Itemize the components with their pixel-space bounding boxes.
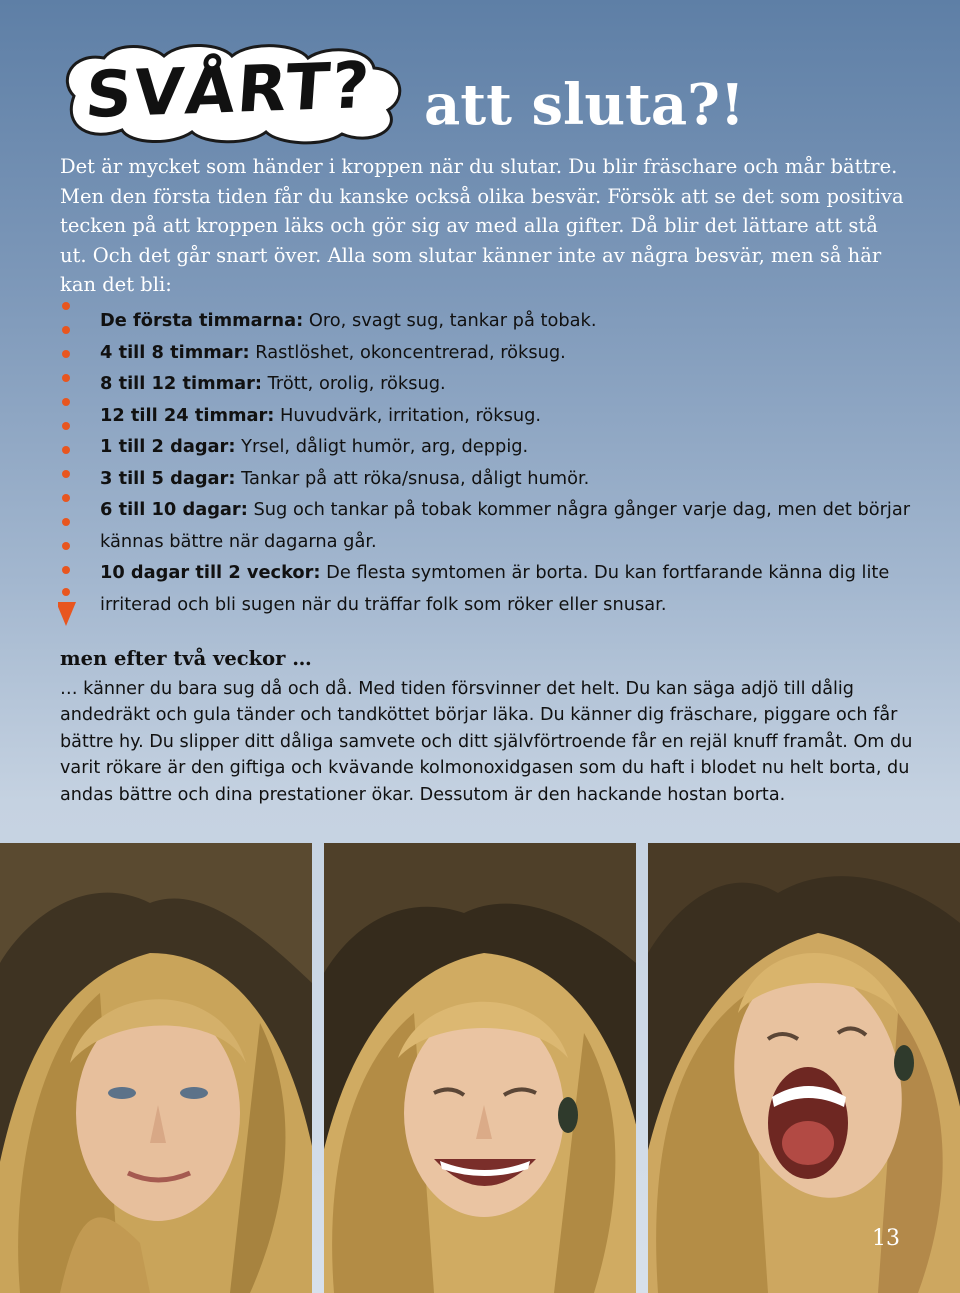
photo-girl-grinning [324,843,636,1293]
photo-girl-neutral [0,843,312,1293]
timeline-label: 8 till 12 timmar: [100,373,263,394]
timeline-text: Yrsel, dåligt humör, arg, deppig. [235,436,529,457]
timeline-item [100,463,920,495]
timeline-text: Sug och tankar på tobak kommer några gånger varje dag, men det börjar kännas bättre när dagarna går. [100,499,911,552]
timeline-item [100,494,920,557]
timeline-text: Huvudvärk, irritation, röksug. [274,404,542,426]
timeline-text: Tankar på att röka/snusa, dåligt humör. [235,467,590,489]
photo-girl-laughing [648,843,960,1293]
timeline-label: 6 till 10 dagar: [100,499,248,520]
timeline-label: De första timmarna: [100,310,304,331]
section-paragraph: … känner du bara sug då och då. Med tiden försvinner det helt. Du kan säga adjö till dålig andedräkt och gula tänder och tandköttet börjar läka. Du känner dig fräschare, piggare och får bättre hy. Du slipper ditt dåliga samvete och ditt självförtroende får en rejäl knuff framåt. Om du varit rökare är den giftiga och kvävande kolmonoxidgasen som du haft i blodet nu helt borta, du andas bättre och dina prestationer ökar. Dessutom är den hackande hostan borta. [60,679,913,805]
section-heading: men efter två veckor … [60,647,312,670]
timeline-item [100,400,920,432]
timeline-label: 10 dagar till 2 veckor: [100,562,321,583]
timeline-text: Trött, orolig, röksug. [262,373,446,394]
intro-paragraph: Det är mycket som händer i kroppen när du slutar. Du blir fräschare och mår bättre. Men den första tiden får du kanske också olika besvär. Försök att se det som positiva tecken på att kroppen läks och gör sig av med alla gifter. Då blir det lättare att stå ut. Och det går snart över. Alla som slutar känner inte av några besvär, men så här kan det bli: [60,155,904,296]
timeline-item [100,557,920,620]
timeline-text: De flesta symtomen är borta. Du kan fortfarande känna dig lite irriterad och bli sugen när du träffar folk som röker eller snusar. [100,562,890,615]
timeline-label: 1 till 2 dagar: [100,436,236,457]
title-main-text: att sluta?! [424,72,745,138]
timeline-text: Rastlöshet, okoncentrerad, röksug. [249,341,566,363]
timeline-item [100,305,920,337]
timeline-label: 4 till 8 timmar: [100,341,250,363]
timeline-arrow-icon [58,300,76,630]
timeline-label: 12 till 24 timmar: [100,404,275,426]
timeline-item [100,337,920,369]
timeline-item [100,431,920,463]
timeline-text: Oro, svagt sug, tankar på tobak. [303,310,597,331]
page-number: 13 [872,1226,900,1251]
title-badge-text: SVÅRT? [82,49,374,133]
page-title [52,38,812,148]
timeline-item [100,368,920,400]
timeline-label: 3 till 5 dagar: [100,467,236,489]
timeline-list [100,305,920,620]
